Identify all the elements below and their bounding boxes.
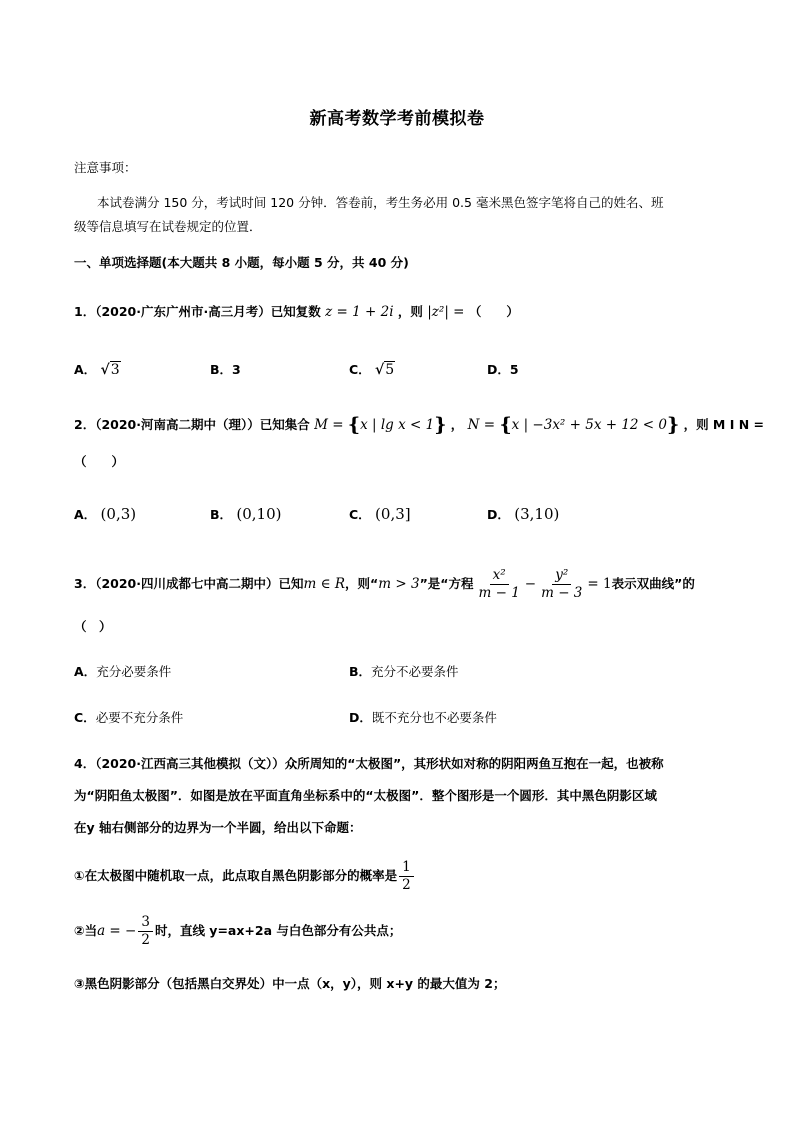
q4-item2-fraction: $\frac{3}{2}$: [138, 915, 153, 948]
q4-line-3: 在y 轴右侧部分的边界为一个半圆，给出以下命题：: [74, 820, 362, 835]
q2-suffix: ，则 M I N =: [683, 417, 765, 432]
q1-expr-z: z = 1 + 2i: [325, 304, 394, 320]
q4-line-1: 4．（2020·江西高三其他模拟（文））众所周知的“太极图”，其形状如对称的阴阳两鱼互抱在一起，也被称: [74, 756, 664, 771]
q2-set-m-name: M =: [314, 417, 344, 433]
notice-line-2: 级等信息填写在试卷规定的位置．: [74, 219, 262, 234]
q1-prefix: 1．（2020·广东广州市·高三月考）已知复数: [74, 304, 321, 319]
q3-option-d: D．既不充分也不必要条件: [349, 710, 497, 725]
q4-item-2: ②当a = − $\frac{3}{2}$ 时，直线 y=ax+2a 与白色部分有公共点；: [74, 914, 402, 948]
q3-option-b: B．充分不必要条件: [349, 664, 459, 679]
q2-option-a: A． (0,3): [74, 505, 137, 523]
question-1: [74, 302, 519, 322]
q2-set-m: x | lg x < 1: [360, 417, 435, 433]
q3-cond: m ∈ R: [303, 576, 346, 592]
q4-line-2: 为“阴阳鱼太极图”．如图是放在平面直角坐标系中的“太极图”．整个图形是一个圆形．其中黑色阴影区域: [74, 788, 657, 803]
q1-option-c: C． √5: [349, 362, 395, 378]
q3-option-a: A．充分必要条件: [74, 664, 172, 679]
q2-option-b: B． (0,10): [210, 505, 282, 523]
q3-fraction-1: $\frac{\text{x²}}{m - 1}$: [478, 567, 520, 601]
q3-fraction-2: $\frac{\text{y²}}{m - 3}$: [541, 567, 583, 601]
q3-cond2: m > 3: [378, 576, 420, 592]
q3-answer-parens: （ ）: [74, 619, 112, 634]
q2-set-n-name: N =: [467, 417, 496, 433]
sqrt-symbol: √5: [375, 362, 395, 378]
section-heading: 一、单项选择题(本大题共 8 小题，每小题 5 分，共 40 分): [74, 255, 409, 270]
q2-set-n: x | −3x² + 5x + 12 < 0: [511, 417, 667, 433]
page-title: 新高考数学考前模拟卷: [309, 109, 485, 129]
question-3: 3．（2020·四川成都七中高二期中）已知m ∈ R，则“m > 3”是“方程 $\frac{\text{x²}}{m - 1}$ − $\frac{\text{y²}}{m - 3}$ = 1表示双曲线”的: [74, 567, 695, 601]
q4-item-3: ③黑色阴影部分（包括黑白交界处）中一点（x，y），则 x+y 的最大值为 2；: [74, 976, 506, 991]
q1-option-d: D．5: [487, 362, 519, 377]
q1-option-b: B．3: [210, 362, 241, 377]
q2-answer-parens: （ ）: [74, 454, 125, 469]
q1-mid: ，则: [397, 304, 423, 319]
question-2: 2．（2020·河南高二期中（理））已知集合 M = {x | lg x < 1} ， N = {x | −3x² + 5x + 12 < 0} ，则 M I N =: [74, 414, 765, 436]
q4-item1-fraction: $\frac{1}{2}$: [399, 860, 414, 893]
notice-label: 注意事项：: [74, 160, 137, 175]
notice-line-1: 本试卷满分 150 分，考试时间 120 分钟．答卷前，考生务必用 0.5 毫米黑色签字笔将自己的姓名、班: [97, 195, 664, 210]
q1-option-a: A． √3: [74, 362, 120, 378]
q1-suffix: （ ）: [468, 304, 519, 319]
q3-option-c: C．必要不充分条件: [74, 710, 184, 725]
q1-expr-abs: |z²| =: [427, 304, 465, 320]
q2-option-d: D． (3,10): [487, 505, 560, 523]
sqrt-symbol: √3: [100, 362, 120, 378]
q2-option-c: C． (0,3]: [349, 505, 411, 523]
q4-item-1: ①在太极图中随机取一点，此点取自黑色阴影部分的概率是 $\frac{1}{2}$: [74, 858, 416, 894]
